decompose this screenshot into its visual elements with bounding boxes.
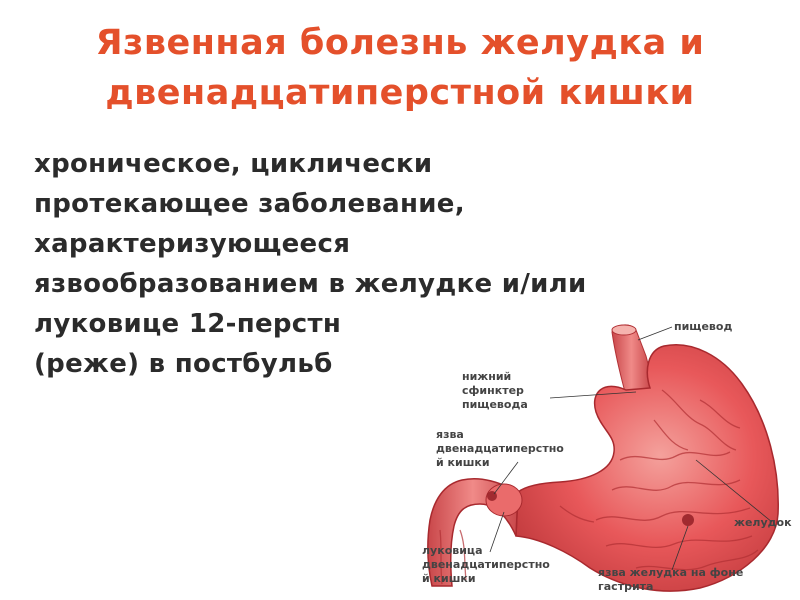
slide-title	[0, 18, 800, 118]
definition-line-4: язвообразованием в желудке и/или	[34, 269, 587, 299]
stomach-figure	[400, 300, 800, 600]
label-duodenal-ulcer	[436, 428, 564, 470]
label-gastric-ulcer-line-2: гастрита	[598, 580, 654, 593]
label-esophagus: пищевод	[674, 320, 733, 333]
label-duodenal-ulcer-line-3: й кишки	[436, 456, 490, 469]
definition-line-2: протекающее заболевание,	[34, 189, 465, 219]
label-duodenal-bulb	[422, 544, 550, 586]
label-duodenal-ulcer-line-2: двенадцатиперстно	[436, 442, 564, 455]
label-duodenal-ulcer-line-1: язва	[436, 428, 464, 441]
definition-line-3: характеризующееся	[34, 229, 351, 259]
label-bulb-line-3: й кишки	[422, 572, 476, 585]
label-sphincter-line-1: нижний	[462, 370, 512, 383]
esophagus-shape	[612, 325, 651, 396]
label-sphincter-line-3: пищевода	[462, 398, 528, 411]
label-gastric-ulcer-line-1: язва желудка на фоне	[598, 566, 744, 579]
label-stomach: желудок	[734, 516, 792, 529]
definition-line-6: (реже) в постбульб	[34, 349, 333, 379]
label-sphincter-line-2: сфинктер	[462, 384, 524, 397]
label-gastric-ulcer	[598, 566, 743, 594]
label-sphincter	[462, 370, 528, 412]
title-line-1: Язвенная болезнь желудка и	[95, 23, 705, 63]
definition-line-1: хроническое, циклически	[34, 149, 433, 179]
definition-line-5: луковице 12-перстн	[34, 309, 342, 339]
label-bulb-line-1: луковица	[422, 544, 483, 557]
title-line-2: двенадцатиперстной кишки	[105, 73, 695, 113]
gastric-ulcer-mark	[682, 514, 694, 526]
label-bulb-line-2: двенадцатиперстно	[422, 558, 550, 571]
